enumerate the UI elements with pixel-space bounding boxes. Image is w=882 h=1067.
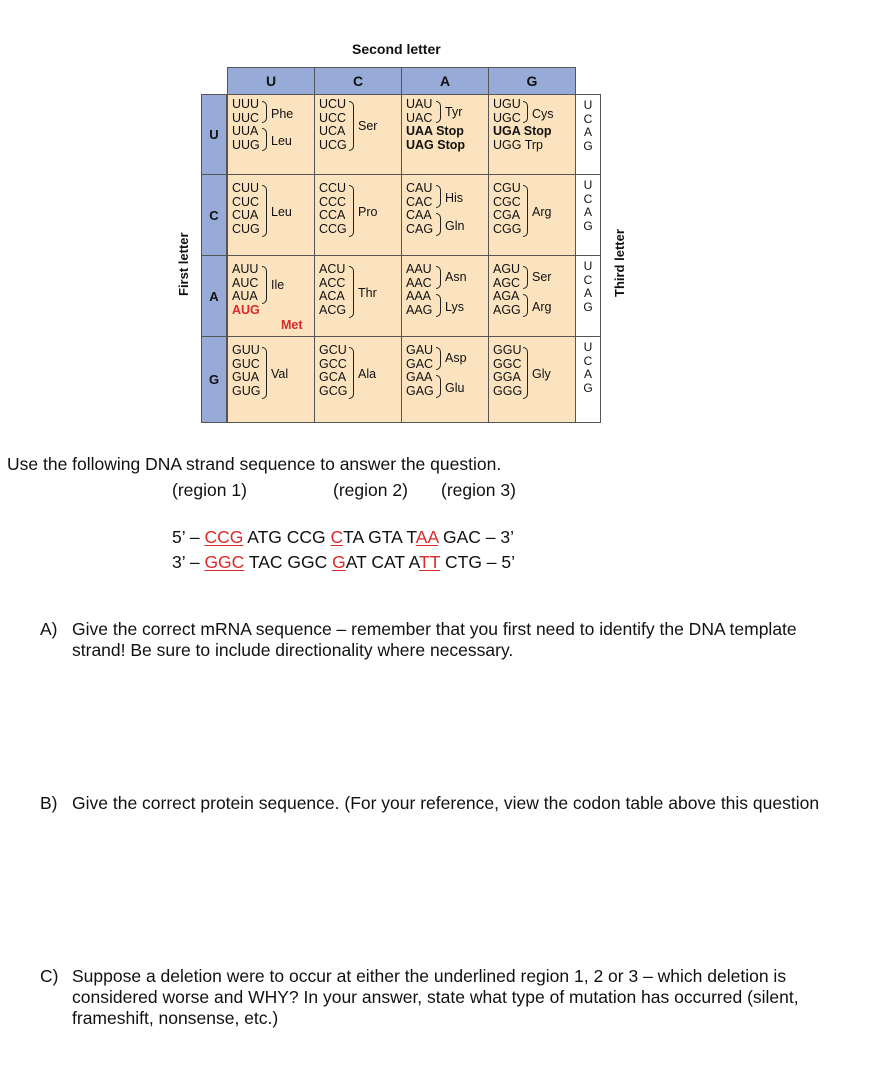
amino-acid: Leu — [271, 134, 292, 148]
third-letter-col: U C A G — [575, 94, 601, 175]
codon-cell-cg: CGU CGC CGA CGG Arg — [488, 174, 576, 256]
amino-acid: Arg — [532, 205, 552, 219]
dna-strand-coding: 5’ – CCG ATG CCG CTA GTA TAA GAC – 3’ — [172, 527, 515, 547]
start-amino-acid: Met — [281, 318, 303, 332]
row-head-u: U — [201, 94, 227, 175]
amino-acid: Val — [271, 367, 289, 381]
amino-acid: Glu — [445, 381, 465, 395]
third-letter-title: Third letter — [612, 229, 627, 297]
amino-acid: Leu — [271, 205, 292, 219]
amino-acid: Asp — [445, 351, 467, 365]
col-head-c: C — [314, 67, 402, 95]
codon-cell-au: AUU AUC AUA AUG Ile Met — [227, 255, 315, 337]
third-letter-col: U C A G — [575, 174, 601, 256]
amino-acid: Tyr — [445, 105, 463, 119]
codon-cell-ag: AGU AGC AGA AGG Ser Arg — [488, 255, 576, 337]
codon-cell-aa: AAU AAC AAA AAG Asn Lys — [401, 255, 489, 337]
amino-acid: Ile — [271, 278, 285, 292]
question-a: A) Give the correct mRNA sequence – remember that you first need to identify the DNA template strand! Be sure to include directionality where necessary. — [40, 619, 797, 660]
codon-cell-ga: GAU GAC GAA GAG Asp Glu — [401, 336, 489, 423]
amino-acid: Ser — [532, 270, 552, 284]
second-letter-title: Second letter — [352, 41, 441, 57]
region-3: AA — [415, 527, 439, 547]
col-head-u: U — [227, 67, 315, 95]
amino-acid: Asn — [445, 270, 467, 284]
intro-text: Use the following DNA strand sequence to answer the question. — [7, 454, 502, 474]
region-3-label: (region 3) — [441, 480, 516, 500]
amino-acid: Phe — [271, 107, 294, 121]
third-letter-col: U C A G — [575, 336, 601, 423]
first-letter-title: First letter — [176, 232, 191, 296]
codon-cell-ug: UGU UGC UGA Stop UGG Trp Cys — [488, 94, 576, 175]
row-head-c: C — [201, 174, 227, 256]
codon-cell-ca: CAU CAC CAA CAG His Gln — [401, 174, 489, 256]
amino-acid: Thr — [358, 286, 377, 300]
region-2: G — [332, 552, 346, 572]
row-head-a: A — [201, 255, 227, 337]
region-3: TT — [419, 552, 441, 572]
codon-cell-gu: GUU GUC GUA GUG Val — [227, 336, 315, 423]
amino-acid: Ser — [358, 119, 378, 133]
codon-cell-ac: ACU ACC ACA ACG Thr — [314, 255, 402, 337]
region-1: CCG — [204, 527, 244, 547]
third-letter-col: U C A G — [575, 255, 601, 337]
dna-strand-template: 3’ – GGC TAC GGC GAT CAT ATT CTG – 5’ — [172, 552, 516, 572]
amino-acid: Cys — [532, 107, 554, 121]
amino-acid: Pro — [358, 205, 378, 219]
region-2-label: (region 2) — [333, 480, 408, 500]
codon-cell-uu: UUU UUC UUA UUG Phe Leu — [227, 94, 315, 175]
question-b: B) Give the correct protein sequence. (For your reference, view the codon table above this question — [40, 793, 820, 813]
amino-acid: Gly — [532, 367, 551, 381]
question-c: C) Suppose a deletion were to occur at either the underlined region 1, 2 or 3 – which deletion is considered worse and WHY? In your answer, state what type of mutation has occurred (silent, frameshift, nonsense, etc.) — [40, 966, 799, 1028]
codon-cell-uc: UCU UCC UCA UCG Ser — [314, 94, 402, 175]
codon-cell-ua: UAU UAC UAA Stop UAG Stop Tyr — [401, 94, 489, 175]
region-2: C — [330, 527, 344, 547]
region-1: GGC — [204, 552, 245, 572]
row-head-g: G — [201, 336, 227, 423]
col-head-g: G — [488, 67, 576, 95]
region-1-label: (region 1) — [172, 480, 247, 500]
amino-acid: Arg — [532, 300, 552, 314]
col-head-a: A — [401, 67, 489, 95]
amino-acid: His — [445, 191, 464, 205]
codon-cell-gc: GCU GCC GCA GCG Ala — [314, 336, 402, 423]
amino-acid: Lys — [445, 300, 464, 314]
start-codon: AUG — [232, 302, 260, 317]
codon-cell-cu: CUU CUC CUA CUG Leu — [227, 174, 315, 256]
amino-acid: Gln — [445, 219, 465, 233]
codon-cell-cc: CCU CCC CCA CCG Pro — [314, 174, 402, 256]
amino-acid: Ala — [358, 367, 377, 381]
codon-cell-gg: GGU GGC GGA GGG Gly — [488, 336, 576, 423]
